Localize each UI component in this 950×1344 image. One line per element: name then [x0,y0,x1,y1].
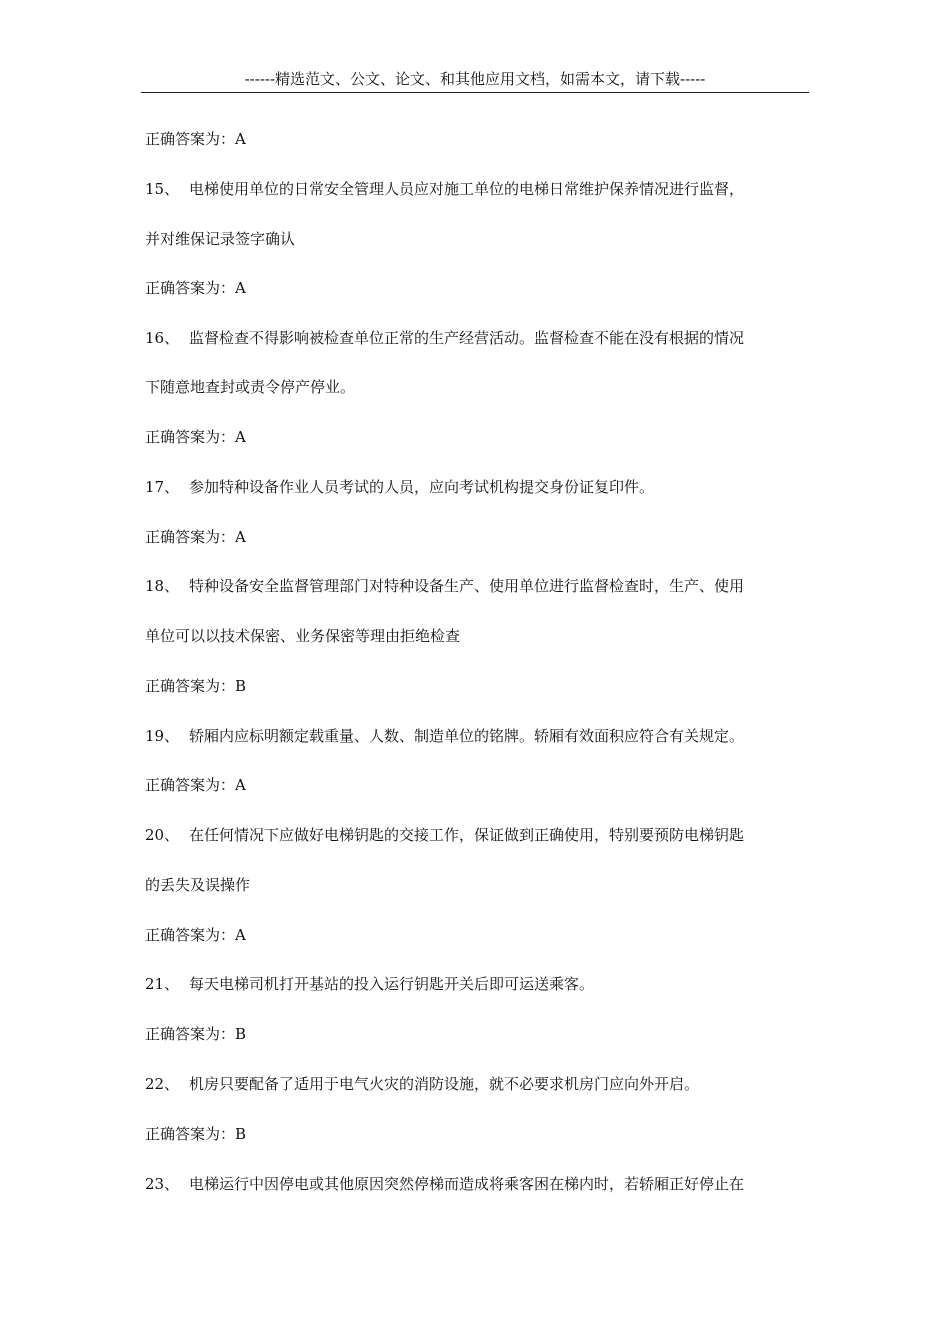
question-text: 在任何情况下应做好电梯钥匙的交接工作，保证做到正确使用，特别要预防电梯钥匙 [189,826,745,844]
question-21 [145,974,594,994]
question-20-continued: 的丢失及误操作 [145,876,251,894]
question-18 [145,576,744,596]
question-number: 21、 [145,975,180,993]
question-15 [145,179,744,199]
question-18-continued: 单位可以以技术保密、业务保密等理由拒绝检查 [145,627,461,645]
question-17 [145,477,654,497]
question-text: 电梯运行中因停电或其他原因突然停梯而造成将乘客困在梯内时，若轿厢正好停止在 [189,1175,745,1193]
question-number: 22、 [145,1075,180,1093]
question-text: 轿厢内应标明额定载重量、人数、制造单位的铭牌。轿厢有效面积应符合有关规定。 [189,727,745,745]
question-number: 16、 [145,329,180,347]
answer-line: 正确答案为：A [145,528,246,546]
page-header: ------精选范文、公文、论文、和其他应用文档，如需本文，请下载----- [244,70,706,88]
answer-line: 正确答案为：A [145,428,246,446]
answer-line: 正确答案为：A [145,279,246,297]
question-number: 17、 [145,478,180,496]
question-20 [145,825,744,845]
question-text: 电梯使用单位的日常安全管理人员应对施工单位的电梯日常维护保养情况进行监督， [189,180,745,198]
answer-line: 正确答案为：A [145,926,246,944]
answer-line: 正确答案为：B [145,1025,247,1043]
question-number: 18、 [145,577,180,595]
question-16 [145,328,744,348]
question-text: 特种设备安全监督管理部门对特种设备生产、使用单位进行监督检查时，生产、使用 [189,577,745,595]
question-text: 机房只要配备了适用于电气火灾的消防设施，就不必要求机房门应向外开启。 [189,1075,700,1093]
question-22 [145,1074,699,1094]
answer-line: 正确答案为：B [145,677,247,695]
question-number: 15、 [145,180,180,198]
question-15-continued: 并对维保记录签字确认 [145,230,296,248]
question-19 [145,726,744,746]
question-text: 监督检查不得影响被检查单位正常的生产经营活动。监督检查不能在没有根据的情况 [189,329,745,347]
question-number: 19、 [145,727,180,745]
answer-line: 正确答案为：A [145,130,246,148]
answer-line: 正确答案为：B [145,1125,247,1143]
question-text: 每天电梯司机打开基站的投入运行钥匙开关后即可运送乘客。 [189,975,595,993]
question-23 [145,1174,744,1194]
question-text: 参加特种设备作业人员考试的人员，应向考试机构提交身份证复印件。 [189,478,655,496]
question-number: 23、 [145,1175,180,1193]
header-rule [141,92,809,93]
question-number: 20、 [145,826,180,844]
answer-line: 正确答案为：A [145,776,246,794]
question-16-continued: 下随意地查封或责令停产停业。 [145,378,356,396]
